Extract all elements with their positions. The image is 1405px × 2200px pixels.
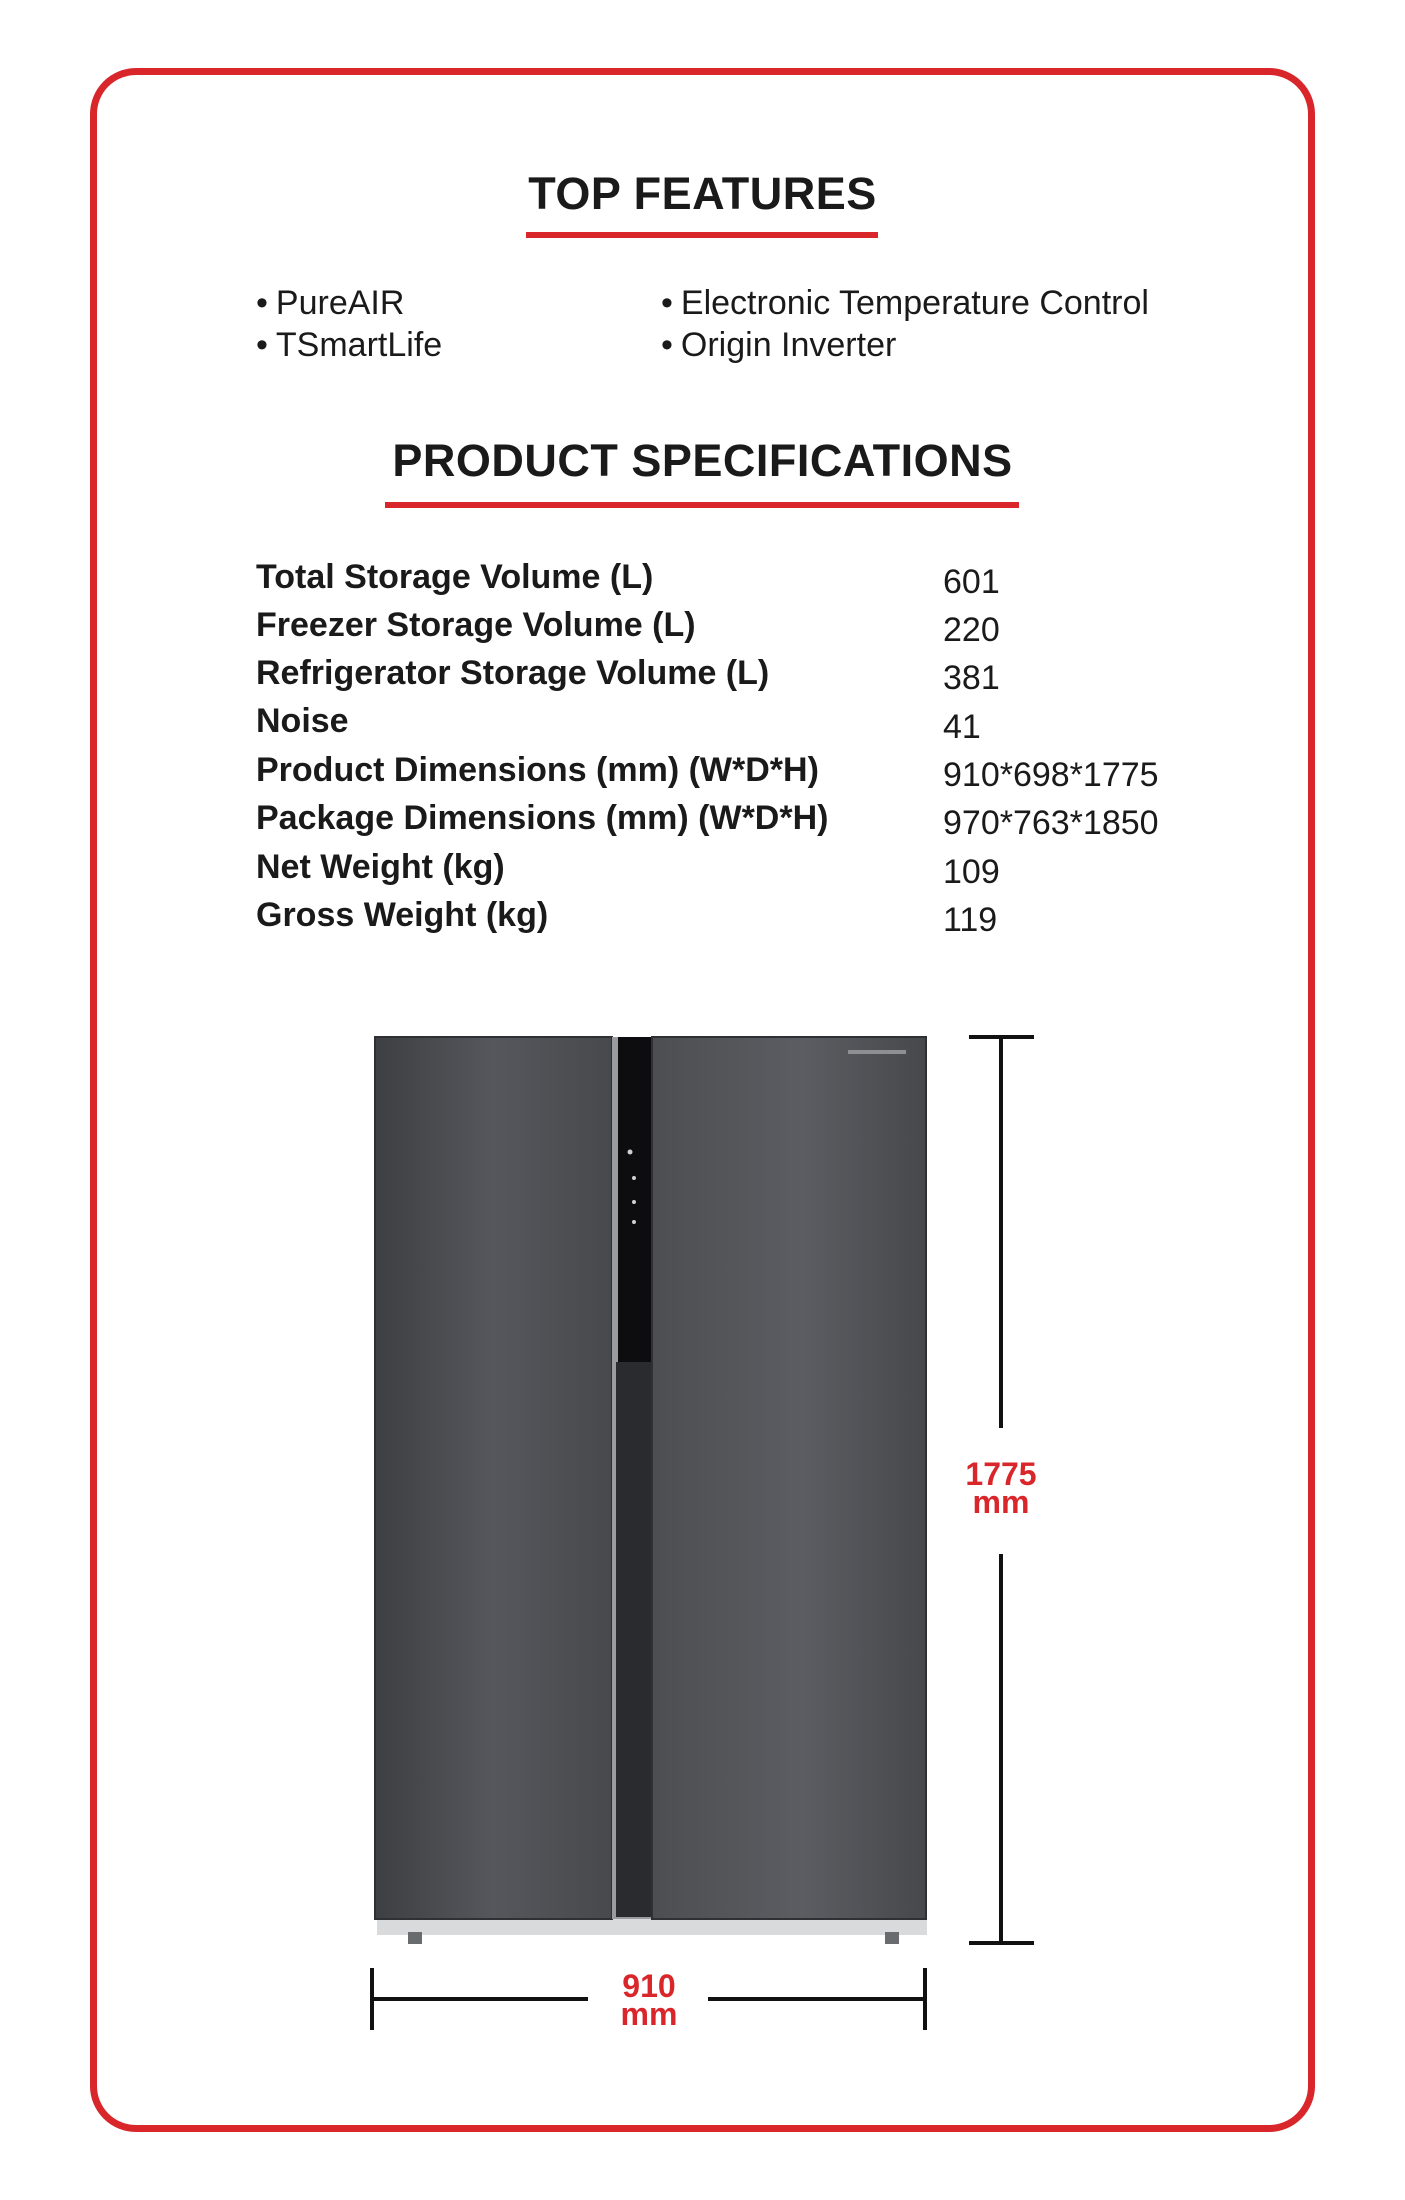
spec-label: Total Storage Volume (L) <box>256 558 654 596</box>
door-handle-recess <box>616 1362 652 1917</box>
spec-label: Package Dimensions (mm) (W*D*H) <box>256 799 829 837</box>
feature-item: • Origin Inverter <box>661 326 897 364</box>
spec-value: 601 <box>943 563 1000 601</box>
refrigerator-door <box>652 1037 926 1919</box>
width-dimension-label: 910 mm <box>620 1968 678 2032</box>
height-dimension-label: 1775 mm <box>965 1456 1037 1520</box>
spec-value: 970*763*1850 <box>943 804 1159 842</box>
spec-value: 109 <box>943 853 1000 891</box>
spec-value: 910*698*1775 <box>943 756 1159 794</box>
panel-indicator <box>628 1150 633 1155</box>
fridge-foot <box>885 1932 899 1944</box>
top-features-title: TOP FEATURES <box>528 168 877 219</box>
spec-value: 41 <box>943 708 981 746</box>
feature-item: • TSmartLife <box>256 326 443 364</box>
spec-label: Product Dimensions (mm) (W*D*H) <box>256 751 819 789</box>
spec-value: 220 <box>943 611 1000 649</box>
fridge-foot <box>408 1932 422 1944</box>
brand-logo <box>848 1050 906 1054</box>
feature-item: • PureAIR <box>256 284 405 322</box>
spec-label: Refrigerator Storage Volume (L) <box>256 654 770 692</box>
spec-value: 119 <box>943 901 998 939</box>
spec-label: Noise <box>256 702 349 740</box>
control-panel <box>618 1037 652 1362</box>
panel-indicator <box>632 1200 636 1204</box>
freezer-door <box>375 1037 612 1919</box>
panel-indicator <box>632 1220 636 1224</box>
spec-value: 381 <box>943 659 1000 697</box>
spec-label: Freezer Storage Volume (L) <box>256 606 696 644</box>
spec-label: Gross Weight (kg) <box>256 896 549 934</box>
panel-indicator <box>632 1176 636 1180</box>
specifications-title: PRODUCT SPECIFICATIONS <box>392 435 1013 486</box>
feature-item: • Electronic Temperature Control <box>661 284 1149 322</box>
spec-label: Net Weight (kg) <box>256 848 505 886</box>
